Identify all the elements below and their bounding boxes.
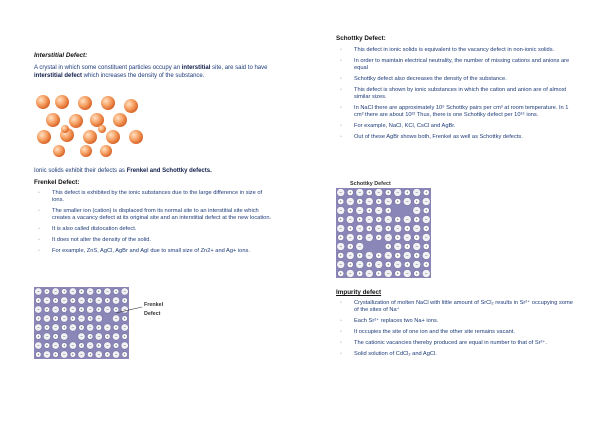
ion-charge: + (62, 343, 66, 349)
ion-charge: − (88, 307, 92, 313)
ion-charge: − (358, 208, 362, 214)
ion-charge: − (97, 352, 101, 358)
ion-charge: + (106, 334, 109, 340)
ion-charge: + (339, 199, 343, 205)
ion-charge: + (97, 289, 101, 295)
ion-charge: + (88, 316, 92, 322)
ion-charge: + (339, 235, 343, 241)
ion-charge: − (80, 316, 83, 322)
ion-charge: + (396, 253, 400, 259)
list-item: ▫ For example, NaCl, KCl, CsCl and AgBr. (336, 123, 576, 130)
particle-ball (53, 145, 65, 157)
particle-ball (80, 145, 92, 157)
ion-charge: − (45, 334, 49, 340)
ion-charge: − (123, 289, 127, 295)
ion-charge: − (405, 271, 409, 277)
ion-charge: + (386, 262, 390, 268)
particle-ball (90, 113, 104, 127)
ion-charge: + (405, 262, 409, 268)
list-item: ▫ Crystallization of molten NaCl with little amount of SrCl₂ results in Sr²⁺ occupying some of the sites of Na⁺ (336, 300, 576, 315)
ion-charge: + (45, 325, 49, 331)
ion-charge: + (367, 262, 371, 268)
ion-charge: + (88, 352, 92, 358)
ion-charge: − (62, 352, 66, 358)
ion-charge: + (367, 190, 371, 196)
ion-charge: − (339, 226, 343, 232)
ion-charge: − (114, 316, 118, 322)
ion-charge: + (71, 316, 75, 322)
ion-charge: + (415, 217, 419, 223)
ion-charge: + (377, 199, 381, 205)
particle-ball (83, 130, 97, 144)
ion-charge: − (415, 226, 419, 232)
particle-ball (101, 96, 115, 110)
list-item: ▫ It is also called dislocation defect. (34, 226, 272, 233)
ion-charge: + (396, 235, 400, 241)
ion-charge: + (54, 334, 57, 340)
ion-charge: − (106, 289, 109, 295)
ion-charge: − (415, 208, 419, 214)
frenkel-defect-diagram (34, 287, 174, 359)
ion-charge: − (367, 271, 371, 277)
particle-ball (124, 99, 138, 113)
ion-charge: − (396, 244, 400, 250)
interstitial-defect-diagram (34, 93, 154, 159)
ion-charge: + (97, 307, 101, 313)
ion-charge: − (358, 226, 362, 232)
ion-charge: + (71, 298, 75, 304)
ion-charge: + (54, 352, 57, 358)
ion-charge: − (424, 199, 428, 205)
schottky-heading: Schottky Defect: (336, 35, 386, 42)
interstitial-paragraph: A crystal in which some constituent particles occupy an interstitial site, are said to have interstitial defect which increases the density of the substance. (34, 65, 268, 79)
ion-charge: − (114, 334, 118, 340)
ion-charge: + (54, 298, 57, 304)
ion-charge: + (405, 190, 409, 196)
ion-charge: − (405, 217, 409, 223)
ion-charge: − (348, 271, 352, 277)
ion-charge: + (367, 226, 371, 232)
schottky-figure-label: Schottky Defect (350, 181, 391, 187)
ion-charge: + (348, 226, 352, 232)
ion-charge: − (88, 325, 92, 331)
ion-charge: − (377, 226, 381, 232)
ion-charge: + (36, 334, 40, 340)
impurity-bullets (336, 300, 576, 362)
list-item: ▫ Solid solution of CdCl₂ and AgCl. (336, 351, 576, 358)
ion-charge: + (348, 208, 352, 214)
ion-charge: + (386, 244, 390, 250)
ion-charge: − (405, 253, 409, 259)
ion-charge: + (424, 262, 428, 268)
ion-charge: + (339, 217, 343, 223)
ion-charge: + (62, 307, 66, 313)
ion-charge: + (348, 190, 352, 196)
ion-charge: + (424, 244, 428, 250)
ion-charge: + (358, 253, 362, 259)
ion-charge: + (106, 298, 109, 304)
ion-charge: + (106, 352, 109, 358)
ion-charge: + (123, 316, 127, 322)
ion-charge: − (71, 343, 75, 349)
list-item: ▫ In NaCl there are approximately 10⁶ Schottky pairs per cm³ at room temperature. In 1 cm³ there are about 10²² Thus, there is one Schottky defect per 10¹⁶ ions. (336, 105, 576, 120)
ion-charge: − (367, 253, 371, 259)
ion-charge: − (386, 199, 390, 205)
ion-charge: − (36, 307, 40, 313)
ion-charge: − (114, 298, 118, 304)
ion-charge: − (358, 262, 362, 268)
ion-charge: + (80, 307, 83, 313)
ion-charge: + (348, 244, 352, 250)
ion-charge: − (62, 298, 66, 304)
ion-charge: − (415, 244, 419, 250)
ion-charge: + (114, 325, 118, 331)
list-item: ▫ This defect is exhibited by the ionic substances due to the large difference in size of ions. (34, 190, 272, 205)
ion-charge: − (386, 235, 390, 241)
particle-ball (46, 113, 60, 127)
list-item: ▫ This defect in ionic solids is equivalent to the vacancy defect in non-ionic solids. (336, 47, 576, 54)
ion-charge: − (54, 307, 57, 313)
defects-summary: Ionic solids exhibit their defects as Frenkel and Schottky defects. (34, 168, 212, 174)
ion-charge: + (424, 226, 428, 232)
ion-charge: + (80, 343, 83, 349)
ion-charge: + (62, 289, 66, 295)
ion-charge: + (348, 262, 352, 268)
ion-charge: − (386, 217, 390, 223)
list-item: ▫ In order to maintain electrical neutrality, the number of missing cations and anions are equal (336, 58, 576, 73)
schottky-defect-diagram (336, 188, 431, 278)
particle-ball (36, 95, 50, 109)
list-item: ▫ For example, ZnS, AgCl, AgBr and AgI due to small size of Zn2+ and Ag+ ions. (34, 248, 272, 255)
ion-charge: + (415, 253, 419, 259)
ion-charge: + (97, 343, 101, 349)
ion-charge: − (358, 244, 362, 250)
ion-charge: − (424, 271, 428, 277)
particle-ball (106, 130, 120, 144)
ion-charge: − (377, 190, 381, 196)
ion-charge: − (405, 235, 409, 241)
ion-charge: − (106, 307, 109, 313)
particle-ball (98, 125, 106, 133)
ion-charge: + (377, 271, 381, 277)
ion-charge: − (386, 271, 390, 277)
ion-charge: − (36, 343, 40, 349)
ion-charge: + (377, 217, 381, 223)
ion-charge: − (54, 343, 57, 349)
ion-charge: + (62, 325, 66, 331)
frenkel-label-1: Frenkel (144, 302, 164, 308)
ion-charge: + (377, 235, 381, 241)
ion-charge: − (36, 289, 40, 295)
ion-charge: − (367, 199, 371, 205)
ion-charge: − (80, 298, 83, 304)
ion-charge: − (339, 262, 343, 268)
ion-charge: + (123, 298, 127, 304)
particle-ball (69, 114, 83, 128)
ion-charge: − (88, 343, 92, 349)
ion-charge: − (80, 352, 83, 358)
list-item: ▫ The cationic vacancies thereby produced are equal in number to that of Sr²⁺. (336, 340, 576, 347)
ion-charge: − (36, 325, 40, 331)
ion-charge: + (80, 325, 83, 331)
ion-charge: + (88, 298, 92, 304)
list-item: ▫ It occupies the site of one ion and the other site remains vacant. (336, 329, 576, 336)
ion-charge: − (415, 190, 419, 196)
ion-charge: − (80, 334, 83, 340)
ion-charge: + (415, 271, 419, 277)
ion-charge: − (358, 190, 362, 196)
ion-charge: − (339, 244, 343, 250)
ion-charge: − (123, 343, 127, 349)
particle-ball (129, 130, 143, 144)
ion-charge: + (36, 316, 40, 322)
ion-charge: − (123, 325, 127, 331)
ion-charge: − (45, 352, 49, 358)
ion-charge: + (36, 352, 40, 358)
ion-charge: − (97, 334, 101, 340)
ion-charge: − (424, 217, 428, 223)
particle-ball (100, 145, 112, 157)
particle-ball (55, 95, 69, 109)
ion-charge: − (396, 226, 400, 232)
ion-charge: − (62, 334, 66, 340)
ion-charge: + (123, 352, 127, 358)
list-item: ▫ The smaller ion (cation) is displaced from its normal site to an interstitial site which creates a vacancy defect at its original site and an interstitial defect at the new location. (34, 208, 272, 223)
ion-charge: − (45, 316, 49, 322)
ion-charge: + (396, 217, 400, 223)
ion-charge: + (358, 271, 362, 277)
ion-charge: − (54, 289, 57, 295)
list-item: ▫ Schottky defect also decreases the density of the substance. (336, 76, 576, 83)
ion-charge: − (386, 253, 390, 259)
ion-charge: − (396, 190, 400, 196)
ion-charge: + (386, 208, 390, 214)
ion-charge: − (339, 190, 343, 196)
ion-charge: + (36, 298, 40, 304)
ion-charge: − (88, 289, 92, 295)
ion-charge: − (348, 217, 352, 223)
ion-charge: + (45, 307, 49, 313)
ion-charge: + (114, 307, 118, 313)
ion-charge: − (339, 208, 343, 214)
ion-charge: − (396, 262, 400, 268)
ion-charge: + (424, 208, 428, 214)
frenkel-heading: Frenkel Defect: (34, 179, 80, 186)
ion-charge: + (396, 271, 400, 277)
ion-charge: + (339, 271, 343, 277)
ion-charge: − (123, 307, 127, 313)
ion-charge: + (97, 325, 101, 331)
ion-charge: − (377, 208, 381, 214)
ion-charge: − (377, 262, 381, 268)
ion-charge: + (396, 199, 400, 205)
ion-charge: + (45, 343, 49, 349)
ion-charge: − (405, 199, 409, 205)
particle-ball (37, 130, 51, 144)
list-item: ▫ Out of these AgBr shows both, Frenkel as well as Schottky defects. (336, 134, 576, 141)
ion-charge: + (358, 199, 362, 205)
ion-charge: + (358, 217, 362, 223)
ion-charge: + (114, 289, 118, 295)
ion-charge: − (424, 253, 428, 259)
ion-charge: − (114, 352, 118, 358)
frenkel-label-2: Defect (144, 311, 161, 317)
ion-charge: − (62, 316, 66, 322)
ion-charge: + (358, 235, 362, 241)
ion-charge: + (415, 235, 419, 241)
ion-charge: + (386, 190, 390, 196)
ion-charge: − (71, 307, 75, 313)
ion-charge: − (367, 217, 371, 223)
ion-charge: + (405, 226, 409, 232)
interstitial-heading: Interstitial Defect: (34, 52, 88, 59)
ion-charge: − (71, 325, 75, 331)
ion-charge: − (424, 235, 428, 241)
ion-charge: − (45, 298, 49, 304)
ion-charge: + (123, 334, 127, 340)
ion-charge: − (106, 343, 109, 349)
impurity-heading: Impurity defect (336, 289, 382, 296)
ion-charge: − (367, 235, 371, 241)
ion-charge: − (415, 262, 419, 268)
ion-charge: + (80, 289, 83, 295)
ion-charge: + (114, 343, 118, 349)
ion-charge: + (88, 334, 92, 340)
ion-charge: − (348, 253, 352, 259)
ion-charge: + (405, 244, 409, 250)
ion-charge: + (424, 190, 428, 196)
ion-charge: − (97, 298, 101, 304)
particle-ball (61, 125, 69, 133)
particle-ball (78, 96, 92, 110)
ion-charge: + (377, 253, 381, 259)
ion-charge: − (106, 325, 109, 331)
ion-charge: − (348, 199, 352, 205)
ion-charge: + (339, 253, 343, 259)
ion-charge: + (71, 352, 75, 358)
particle-ball (113, 113, 127, 127)
ion-charge: + (386, 226, 390, 232)
ion-charge: − (54, 325, 57, 331)
list-item: ▫ It does not alter the density of the solid. (34, 237, 272, 244)
list-item: ▫ Each Sr²⁺ replaces two Na+ ions. (336, 318, 576, 325)
schottky-bullets (336, 47, 576, 145)
ion-charge: + (45, 289, 49, 295)
frenkel-bullets (34, 190, 272, 259)
ion-charge: + (367, 208, 371, 214)
ion-charge: + (54, 316, 57, 322)
ion-charge: − (71, 289, 75, 295)
ion-charge: − (97, 316, 101, 322)
ion-charge: − (348, 235, 352, 241)
ion-charge: + (415, 199, 419, 205)
list-item: ▫ This defect is shown by ionic substances in which the cation and anion are of almost similar sizes. (336, 87, 576, 102)
